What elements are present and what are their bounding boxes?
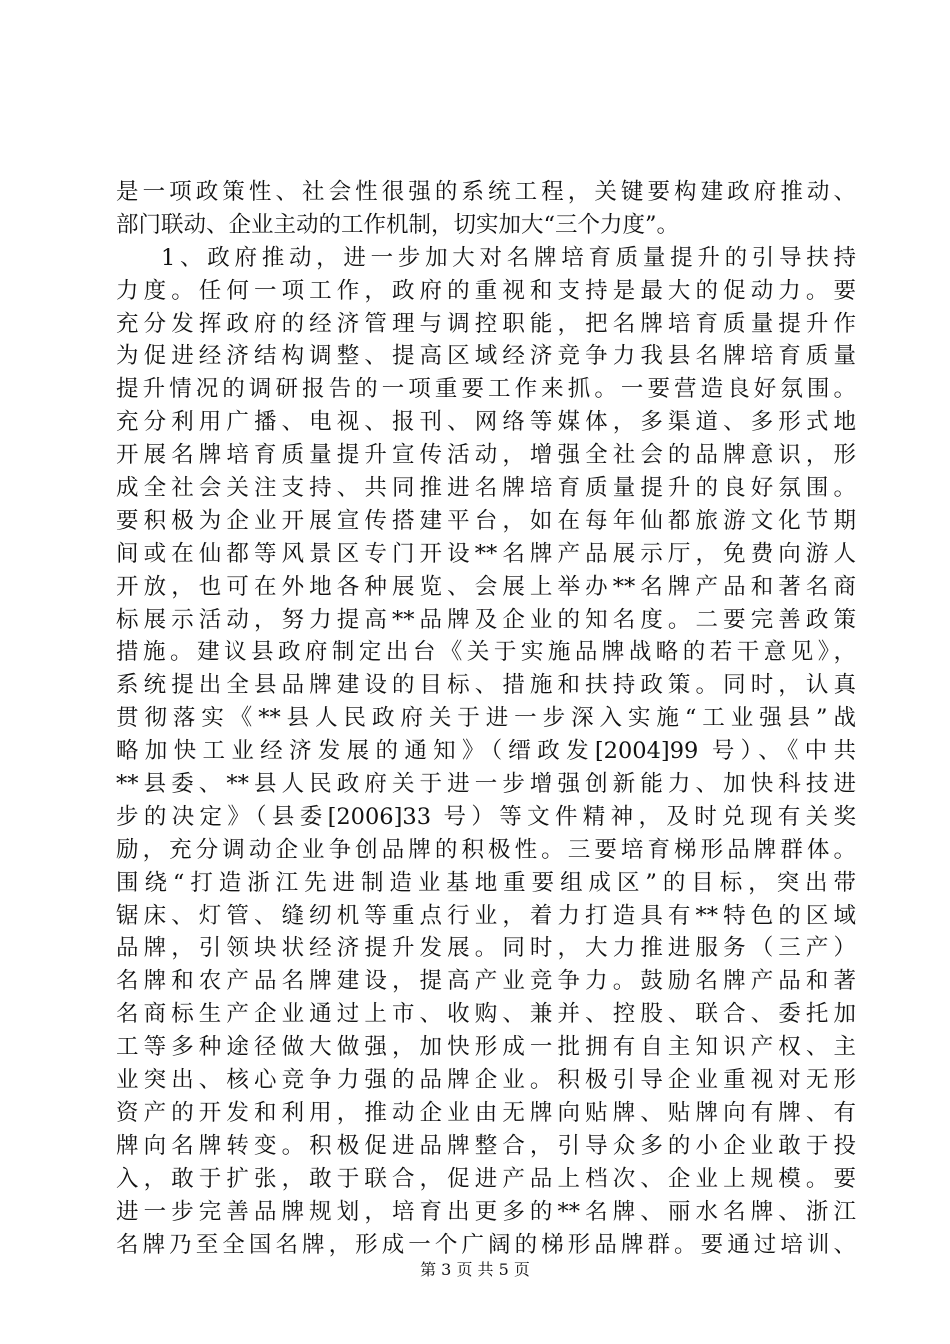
text-line: 业突出、核心竞争力强的品牌企业。积极引导企业重视对无形 — [116, 1067, 856, 1094]
body-text — [116, 176, 856, 1261]
text-line: 品牌，引领块状经济提升发展。同时，大力推进服务（三产） — [116, 935, 856, 962]
text-line: 步的决定》（县委[2006]33 号）等文件精神，及时兑现有关奖 — [116, 803, 856, 830]
text-line: 为促进经济结构调整、提高区域经济竞争力我县名牌培育质量 — [116, 343, 856, 370]
text-line: 进一步完善品牌规划，培育出更多的**名牌、丽水名牌、浙江 — [116, 1198, 856, 1225]
text-line: 提升情况的调研报告的一项重要工作来抓。一要营造良好氛围。 — [116, 376, 856, 403]
text-line: 成全社会关注支持、共同推进名牌培育质量提升的良好氛围。 — [116, 475, 856, 502]
text-line: 标展示活动，努力提高**品牌及企业的知名度。二要完善政策 — [116, 606, 856, 633]
text-line: 略加快工业经济发展的通知》（缙政发[2004]99 号）、《中共 — [116, 738, 856, 765]
text-line: **县委、**县人民政府关于进一步增强创新能力、加快科技进 — [116, 771, 856, 798]
text-line: 系统提出全县品牌建设的目标、措施和扶持政策。同时，认真 — [116, 672, 856, 699]
text-line: 牌向名牌转变。积极促进品牌整合，引导众多的小企业敢于投 — [116, 1132, 856, 1159]
text-line: 力度。任何一项工作，政府的重视和支持是最大的促动力。要 — [116, 277, 856, 304]
text-line: 励，充分调动企业争创品牌的积极性。三要培育梯形品牌群体。 — [116, 836, 856, 863]
text-line: 要积极为企业开展宣传搭建平台，如在每年仙都旅游文化节期 — [116, 507, 856, 534]
text-line: 工等多种途径做大做强，加快形成一批拥有自主知识产权、主 — [116, 1034, 856, 1061]
text-line: 名牌乃至全国名牌，形成一个广阔的梯形品牌群。要通过培训、 — [116, 1231, 856, 1258]
text-line: 名商标生产企业通过上市、收购、兼并、控股、联合、委托加 — [116, 1001, 856, 1028]
text-line: 围绕“打造浙江先进制造业基地重要组成区”的目标，突出带 — [116, 869, 856, 896]
text-line: 充分发挥政府的经济管理与调控职能，把名牌培育质量提升作 — [116, 310, 856, 337]
text-line: 锯床、灯管、缝纫机等重点行业，着力打造具有**特色的区域 — [116, 902, 856, 929]
text-line: 部门联动、企业主动的工作机制，切实加大“三个力度”。 — [116, 211, 680, 238]
paragraph-start-line: 1、政府推动，进一步加大对名牌培育质量提升的引导扶持 — [161, 244, 856, 271]
text-line: 开展名牌培育质量提升宣传活动，增强全社会的品牌意识，形 — [116, 442, 856, 469]
page-footer — [0, 1259, 950, 1281]
text-line: 贯彻落实《**县人民政府关于进一步深入实施“工业强县”战 — [116, 705, 856, 732]
text-line: 充分利用广播、电视、报刊、网络等媒体，多渠道、多形式地 — [116, 409, 856, 436]
text-line: 开放，也可在外地各种展览、会展上举办**名牌产品和著名商 — [116, 573, 856, 600]
page-number: 第 3 页 共 5 页 — [420, 1260, 530, 1279]
text-line: 措施。建议县政府制定出台《关于实施品牌战略的若干意见》， — [116, 639, 856, 666]
text-line: 间或在仙都等风景区专门开设**名牌产品展示厅，免费向游人 — [116, 540, 856, 567]
text-line: 入，敢于扩张，敢于联合，促进产品上档次、企业上规模。要 — [116, 1165, 856, 1192]
text-line: 资产的开发和利用，推动企业由无牌向贴牌、贴牌向有牌、有 — [116, 1099, 856, 1126]
text-line: 名牌和农产品名牌建设，提高产业竞争力。鼓励名牌产品和著 — [116, 968, 856, 995]
text-line: 是一项政策性、社会性很强的系统工程，关键要构建政府推动、 — [116, 179, 856, 205]
